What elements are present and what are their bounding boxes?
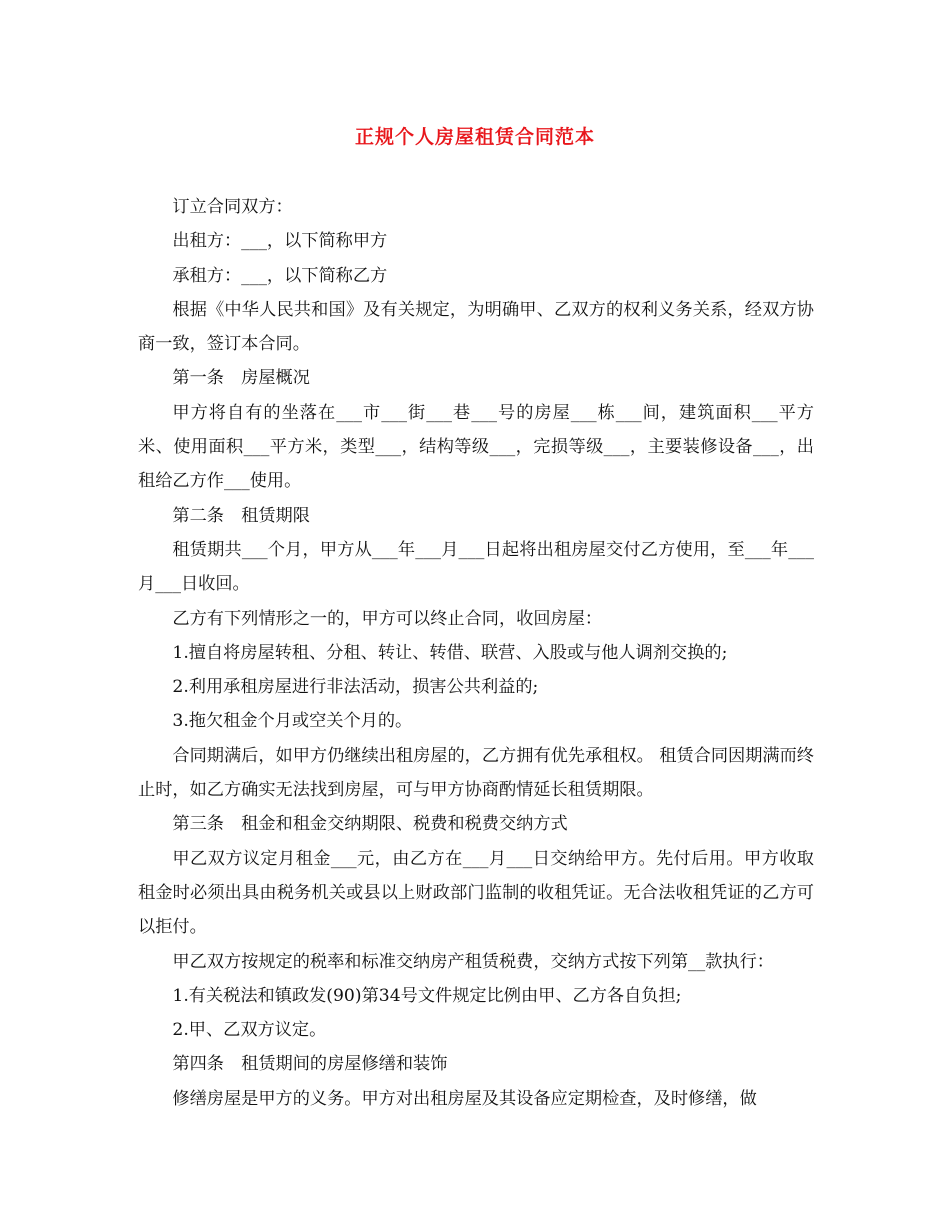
article-3-heading: 第三条 租金和租金交纳期限、税费和税费交纳方式 [172,814,568,835]
document-body [138,190,814,1116]
repair-text: 修缮房屋是甲方的义务。甲方对出租房屋及其设备应定期检查，及时修缮，做 [172,1088,757,1109]
tax-item-1: 1.有关税法和镇政发(90)第34号文件规定比例由甲、乙方各自负担; [172,985,682,1006]
rent-text: 甲乙双方议定月租金___元，由乙方在___月___日交纳给甲方。先付后用。甲方收取租金时必须出具由税务机关或县以上财政部门监制的收租凭证。无合法收租凭证的乙方可以拒付。 [138,848,814,938]
paragraph-parties-intro: 订立合同双方： [172,197,293,217]
termination-item-2: 2.利用承租房屋进行非法活动，损害公共利益的; [172,677,539,698]
paragraph-lessee: 承租方：___，以下简称乙方 [172,265,388,286]
article-2-text: 租赁期共___个月，甲方从___年___月___日起将出租房屋交付乙方使用，至___年___月___日收回。 [138,539,814,595]
article-2-heading: 第二条 租赁期限 [172,505,310,526]
article-4-heading: 第四条 租赁期间的房屋修缮和装饰 [172,1054,448,1075]
document-title: 正规个人房屋租赁合同范本 [354,126,595,148]
termination-item-3: 3.拖欠租金个月或空关个月的。 [172,711,413,732]
paragraph-preamble: 根据《中华人民共和国》及有关规定，为明确甲、乙双方的权利义务关系，经双方协商一致，签订本合同。 [138,299,814,355]
article-1-text: 甲方将自有的坐落在___市___街___巷___号的房屋___栋___间，建筑面积___平方米、使用面积___平方米，类型___，结构等级___，完损等级___，主要装修设备___，出租给乙方作___使用。 [138,402,814,492]
tax-text: 甲乙双方按规定的税率和标准交纳房产租赁税费，交纳方式按下列第__款执行： [172,951,774,972]
paragraph-lessor: 出租方：___，以下简称甲方 [172,231,388,252]
termination-item-1: 1.擅自将房屋转租、分租、转让、转借、联营、入股或与他人调剂交换的; [172,642,728,663]
article-1-heading: 第一条 房屋概况 [172,368,310,389]
termination-intro: 乙方有下列情形之一的，甲方可以终止合同，收回房屋： [172,608,603,629]
renewal-text: 合同期满后，如甲方仍继续出租房屋的，乙方拥有优先承租权。 租赁合同因期满而终止时，如乙方确实无法找到房屋，可与甲方协商酌情延长租赁期限。 [138,745,814,801]
tax-item-2: 2.甲、乙双方议定。 [172,1020,327,1041]
